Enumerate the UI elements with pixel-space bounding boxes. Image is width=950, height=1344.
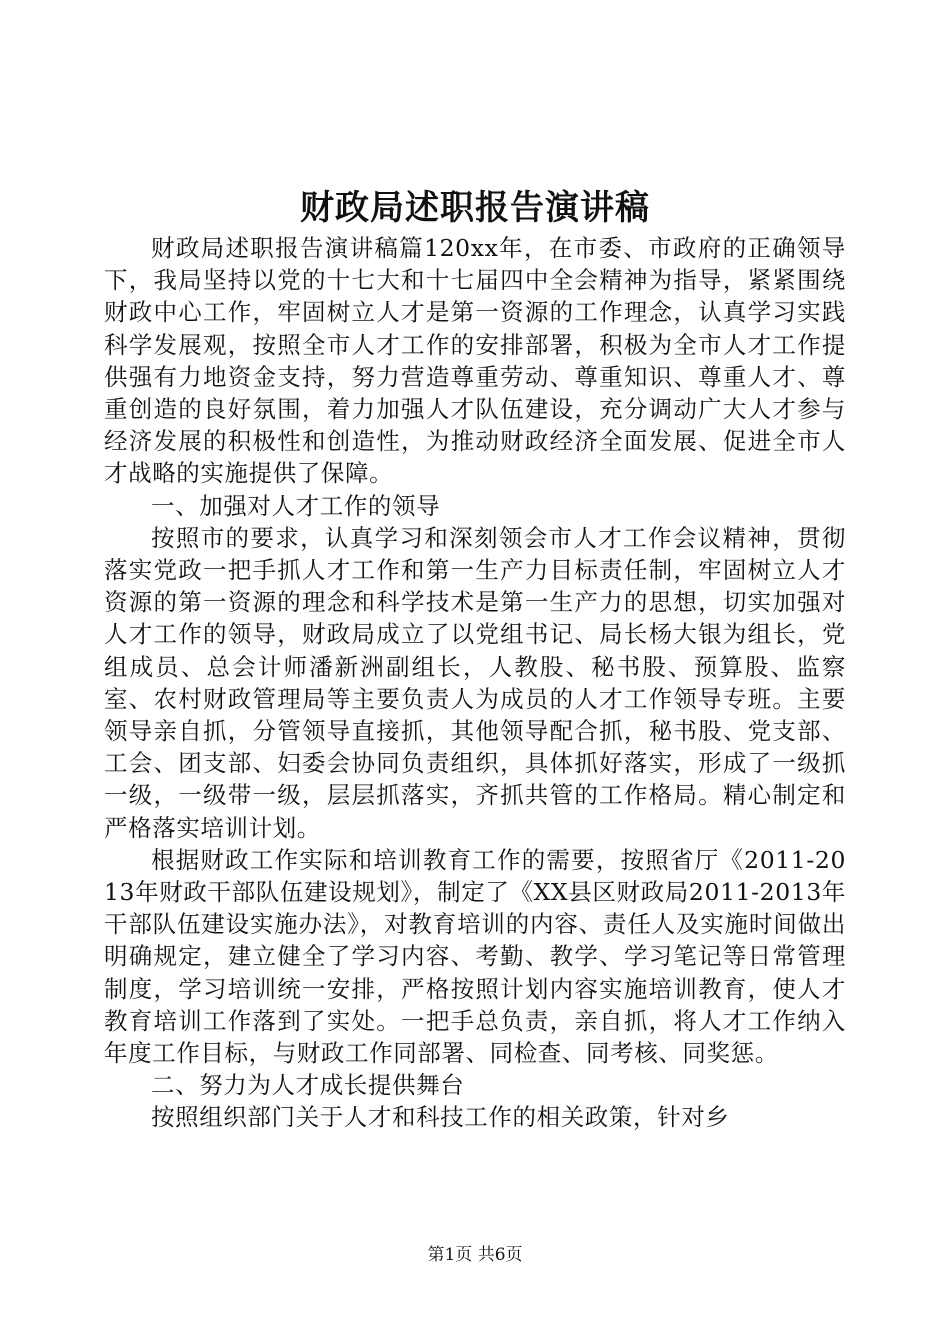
section-heading-1: 一、加强对人才工作的领导 (151, 491, 441, 520)
paragraph-stage: 按照组织部门关于人才和科技工作的相关政策，针对乡 (151, 1103, 730, 1132)
document-title: 财政局述职报告演讲稿 (300, 188, 650, 228)
page-footer: 第1页 共6页 (427, 1245, 523, 1265)
document-body (104, 232, 846, 1134)
paragraph-training: 根据财政工作实际和培训教育工作的需要，按照省厅《2011-2013年财政干部队伍建设规划》，制定了《XX县区财政局2011-2013年干部队伍建设实施办法》，对教育培训的内容、责任人及实施时间做出明确规定，建立健全了学习内容、考勤、教学、学习笔记等日常管理制度，学习培训统一安排，严格按照计划内容实施培训教育，使人才教育培训工作落到了实处。一把手总负责，亲自抓，将人才工作纳入年度工作目标，与财政工作同部署、同检查、同考核、同奖惩。 (104, 845, 846, 1068)
paragraph-intro: 财政局述职报告演讲稿篇120xx年，在市委、市政府的正确领导下，我局坚持以党的十七大和十七届四中全会精神为指导，紧紧围绕财政中心工作，牢固树立人才是第一资源的工作理念，认真学习实践科学发展观，按照全市人才工作的安排部署，积极为全市人才工作提供强有力地资金支持，努力营造尊重劳动、尊重知识、尊重人才、尊重创造的良好氛围，着力加强人才队伍建设，充分调动广大人才参与经济发展的积极性和创造性，为推动财政经济全面发展、促进全市人才战略的实施提供了保障。 (104, 234, 846, 488)
paragraph-leadership: 按照市的要求，认真学习和深刻领会市人才工作会议精神，贯彻落实党政一把手抓人才工作和第一生产力目标责任制，牢固树立人才资源的第一资源的理念和科学技术是第一生产力的思想，切实加强对人才工作的领导，财政局成立了以党组书记、局长杨大银为组长，党组成员、总会计师潘新洲副组长，人教股、秘书股、预算股、监察室、农村财政管理局等主要负责人为成员的人才工作领导专班。主要领导亲自抓，分管领导直接抓，其他领导配合抓，秘书股、党支部、工会、团支部、妇委会协同负责组织，具体抓好落实，形成了一级抓一级，一级带一级，层层抓落实，齐抓共管的工作格局。精心制定和严格落实培训计划。 (104, 523, 846, 842)
section-heading-2: 二、努力为人才成长提供舞台 (151, 1071, 465, 1100)
